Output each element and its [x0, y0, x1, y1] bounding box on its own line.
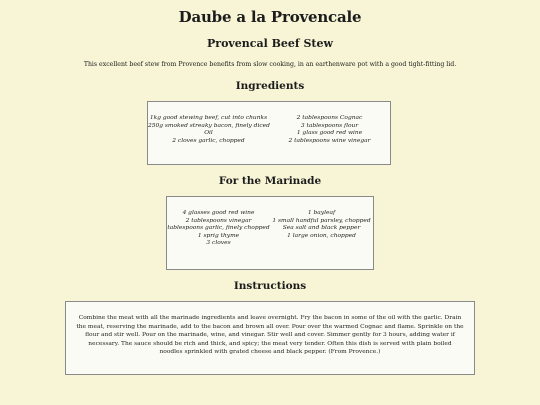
marinade-item: 1 bayleaf — [307, 210, 336, 216]
ingredient-item: 250g smoked streaky bacon, finely diced — [148, 122, 270, 129]
marinade-item: 1 small handful parsley, chopped — [272, 217, 371, 224]
ingredient-item: 3 tablespoons flour — [300, 122, 359, 129]
ingredients-right-column — [269, 115, 390, 145]
page-title: Daube a la Provencale — [178, 8, 362, 26]
ingredient-item: 1kg good stewing beef, cut into chunks — [149, 115, 268, 121]
marinade-item: 1 large onion, chopped — [287, 232, 356, 239]
marinade-heading: For the Marinade — [218, 175, 322, 187]
ingredients-heading: Ingredients — [235, 80, 305, 92]
marinade-right-column — [270, 210, 373, 248]
ingredient-item: 2 tablespoons Cognac — [296, 115, 363, 121]
marinade-left-column — [167, 210, 270, 248]
instructions-heading: Instructions — [233, 280, 307, 292]
intro-paragraph: This excellent beef stew from Provence benefits from slow cooking, in an earthenware pot with a good tight-fitting lid. — [83, 61, 457, 68]
ingredient-item: 2 cloves garlic, chopped — [172, 137, 245, 144]
ingredients-columns — [148, 115, 390, 145]
marinade-box — [166, 196, 374, 270]
ingredients-left-column — [148, 115, 269, 145]
marinade-item: 4 glasses good red wine — [182, 210, 255, 216]
recipe-subtitle: Provencal Beef Stew — [207, 37, 333, 50]
ingredient-item: Oil — [204, 130, 213, 137]
marinade-item: 1 sprig thyme — [197, 232, 240, 239]
marinade-item: tablespoons garlic, finely chopped — [167, 225, 270, 232]
ingredient-item: 1 glass good red wine — [296, 130, 363, 137]
marinade-columns — [167, 210, 373, 248]
ingredients-box — [147, 101, 391, 165]
instructions-box — [65, 301, 475, 375]
marinade-item: Sea salt and black pepper — [282, 225, 361, 232]
instructions-paragraph: Combine the meat with all the marinade ingredients and leave overnight. Fry the bacon in some of the oil with the garlic. Drain the meat, reserving the marinade, add to the bacon and brown all over. Pour over the warmed Cognac and flame. Sprinkle on the flour and stir well. Pour on the marinade, wine, and vinegar. Stir well and cover. Simmer gently for 3 hours, adding water if necessary. The sauce should be rich and thick, and spicy; the meat very tender. Often this dish is served with plain boiled noodles sprinkled with grated cheese and black pepper. (From Provence.) — [76, 315, 464, 356]
ingredient-item: 2 tablespoons wine vinegar — [288, 137, 371, 144]
marinade-item: 3 cloves — [206, 240, 231, 247]
marinade-item: 2 tablespoons vinegar — [185, 217, 252, 224]
